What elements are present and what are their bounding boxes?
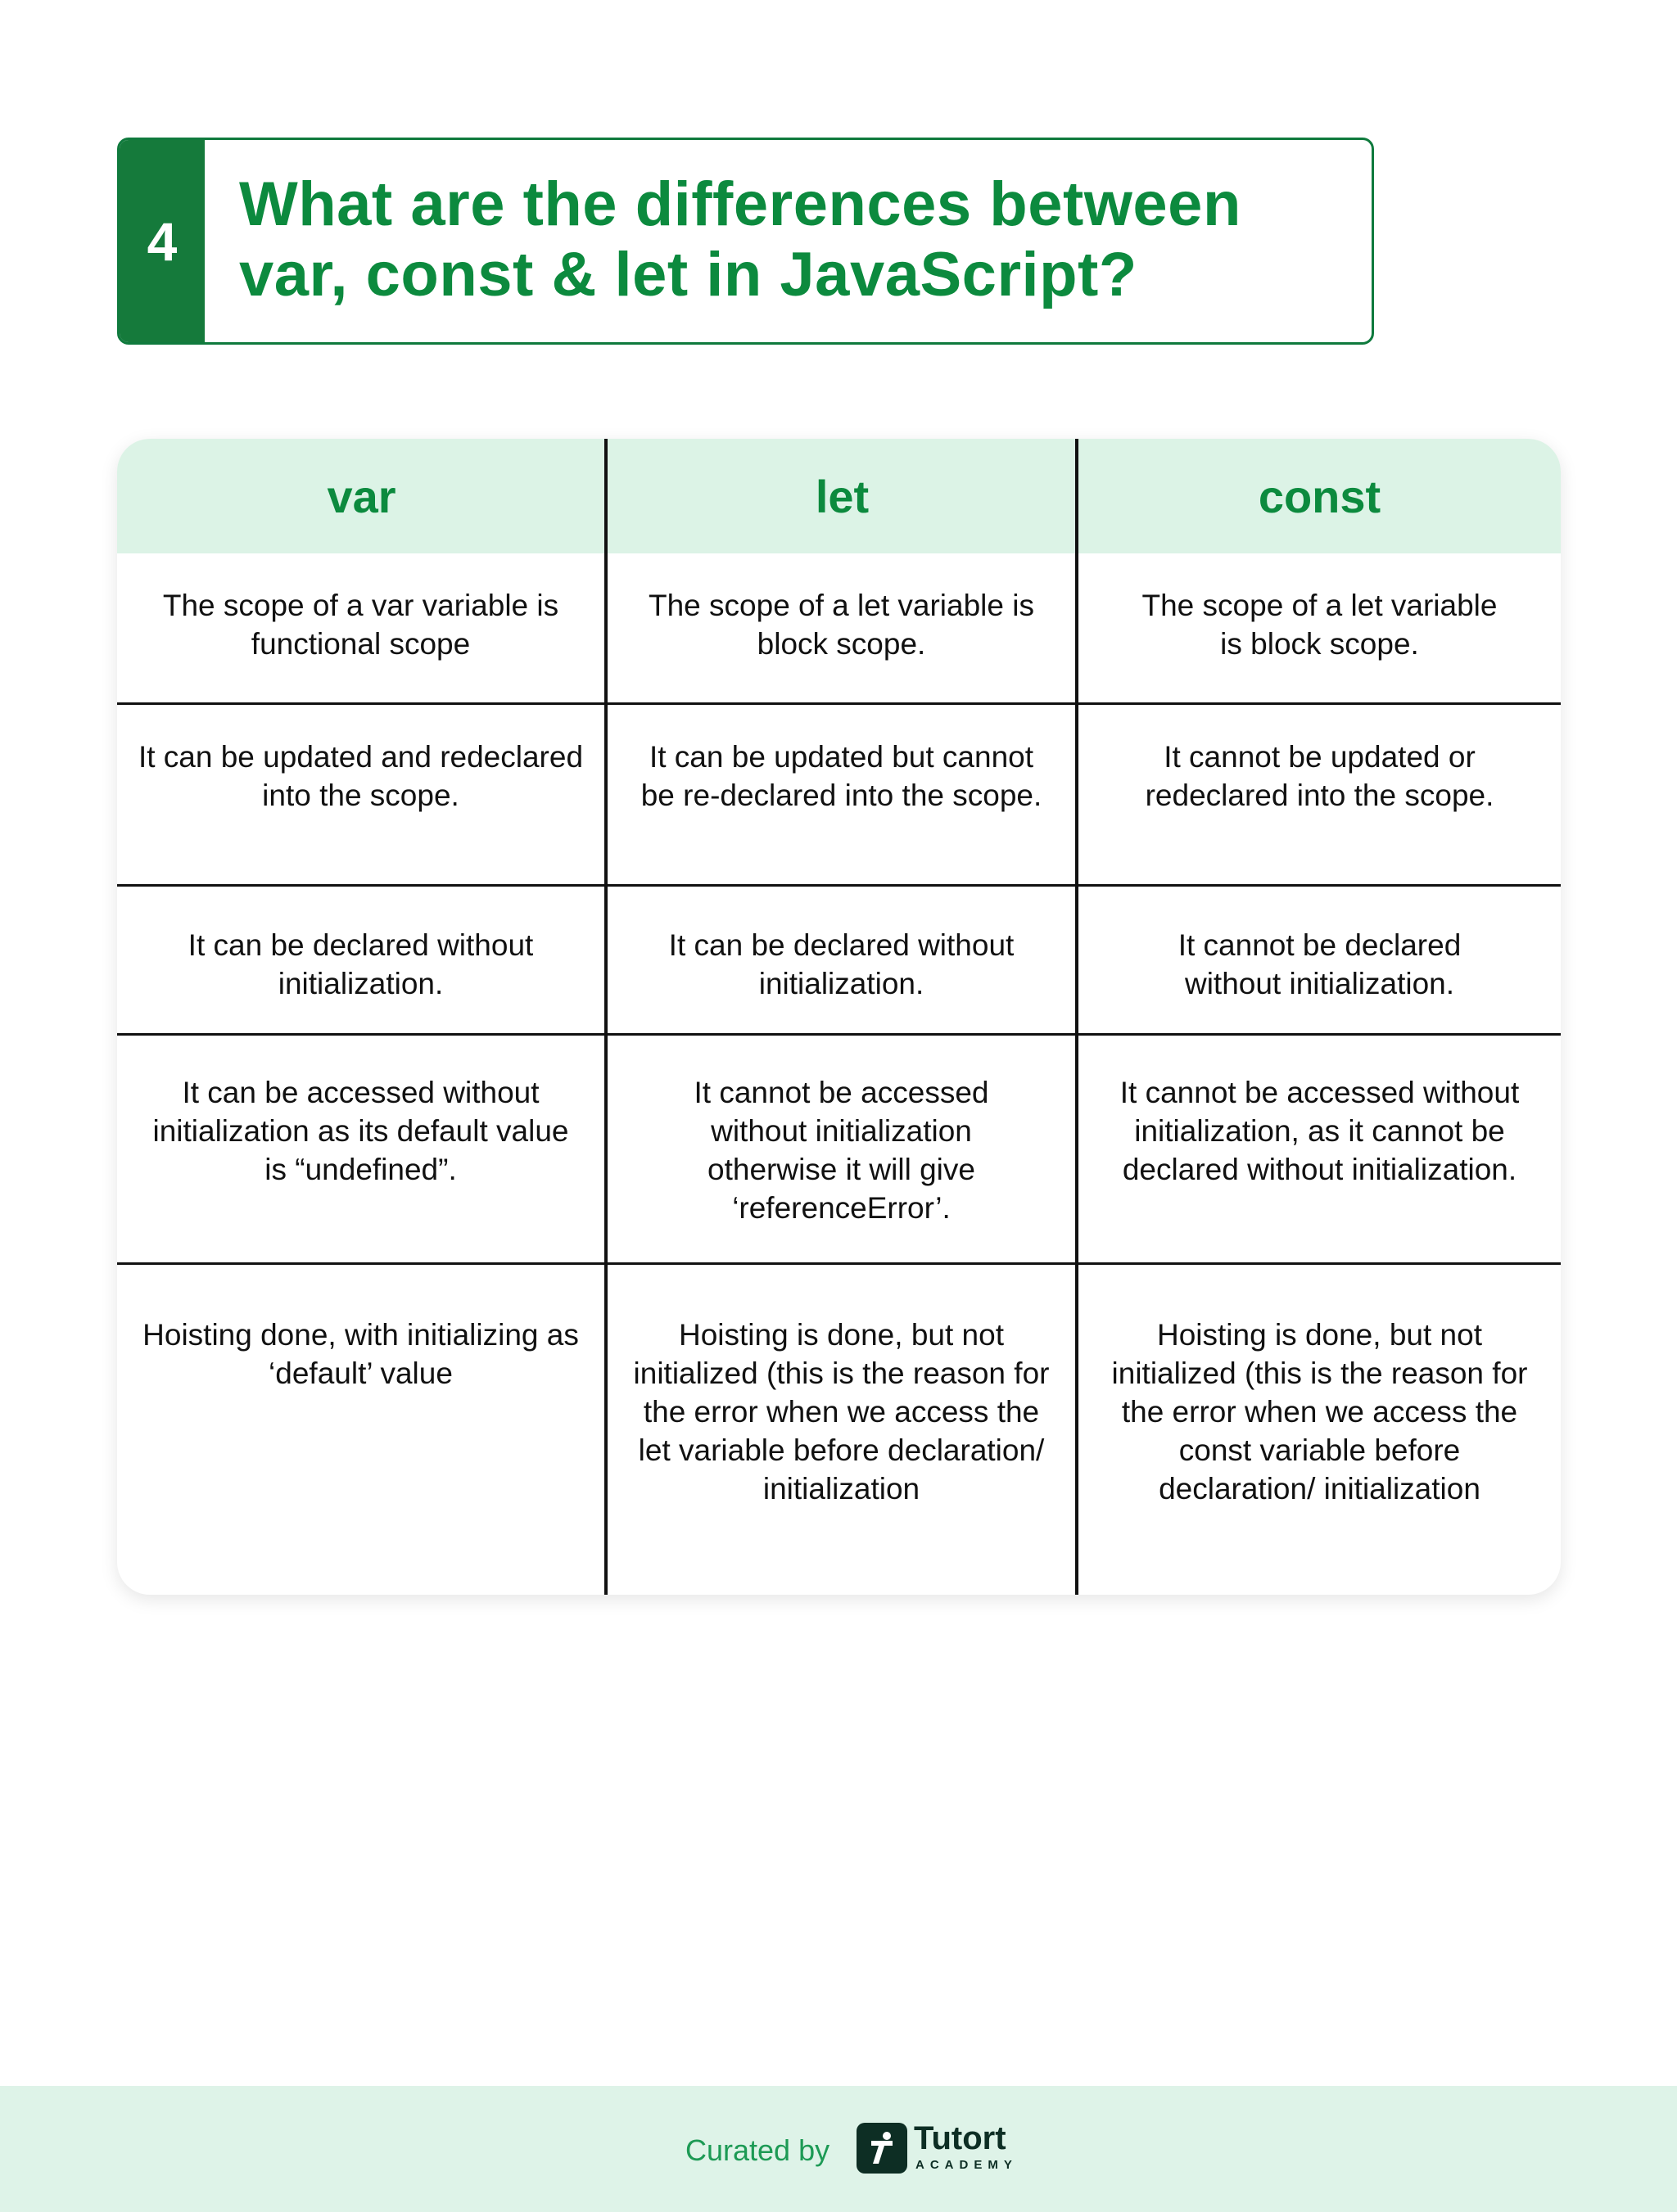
header-let: let bbox=[815, 470, 870, 522]
question-number: 4 bbox=[120, 140, 205, 342]
brand-subtitle: ACADEMY bbox=[915, 2158, 1018, 2172]
table-cell: Hoisting is done, but not initialized (this is the reason for the error when we access the let variable before declaration/ initialization bbox=[633, 1318, 1050, 1506]
header-var: var bbox=[327, 470, 396, 522]
table-cell: It can be accessed without initialization as its default value is “undefined”. bbox=[152, 1076, 569, 1186]
footer-bar bbox=[0, 2086, 1677, 2212]
table-cell: It can be updated and redeclared into the scope. bbox=[138, 740, 584, 812]
table-cell: Hoisting is done, but not initialized (this is the reason for the error when we access the const variable before declaration/ initialization bbox=[1111, 1318, 1528, 1506]
table-cell: It cannot be declared without initialization. bbox=[1178, 928, 1462, 1000]
row-divider bbox=[117, 884, 1561, 887]
curated-by-label: Curated by bbox=[685, 2133, 830, 2167]
question-title: What are the differences between var, const & let in JavaScript? bbox=[239, 169, 1241, 309]
row-divider bbox=[117, 1262, 1561, 1265]
comparison-table bbox=[117, 439, 1561, 1595]
table-cell: The scope of a var variable is functional scope bbox=[162, 589, 559, 661]
table-cell: It cannot be accessed without initialization, as it cannot be declared without initialization. bbox=[1119, 1076, 1520, 1186]
row-divider bbox=[117, 1033, 1561, 1036]
table-cell: It cannot be updated or redeclared into the scope. bbox=[1145, 740, 1494, 812]
brand-name: Tutort bbox=[914, 2120, 1006, 2156]
table-cell: It can be declared without initialization. bbox=[668, 928, 1015, 1000]
table-cell: It can be declared without initialization. bbox=[188, 928, 534, 1000]
table-cell: It can be updated but cannot be re-declared into the scope. bbox=[640, 740, 1042, 812]
table-cell: Hoisting done, with initializing as ‘default’ value bbox=[142, 1318, 579, 1390]
table-cell: The scope of a let variable is block scope. bbox=[649, 589, 1034, 661]
question-card bbox=[117, 138, 1374, 345]
row-divider bbox=[117, 702, 1561, 705]
tutort-logo-icon bbox=[857, 2123, 907, 2174]
table-cell: The scope of a let variable is block scope. bbox=[1141, 589, 1498, 661]
header-const: const bbox=[1258, 470, 1381, 522]
table-cell: It cannot be accessed without initialization otherwise it will give ‘referenceError’. bbox=[694, 1076, 989, 1225]
